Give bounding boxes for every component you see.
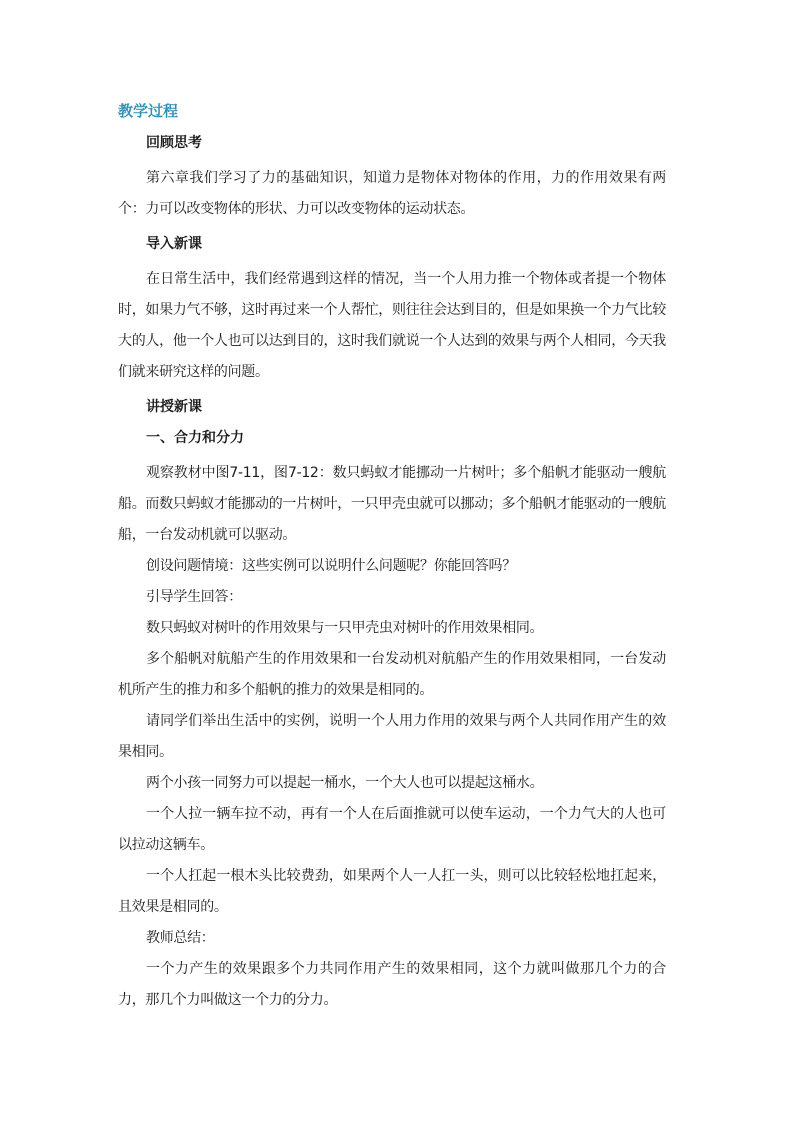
teach-heading: 讲授新课 [146,399,202,415]
intro-heading: 导入新课 [146,236,202,252]
review-paragraph: 第六章我们学习了力的基础知识，知道力是物体对物体的作用，力的作用效果有两个：力可以改变物体的形状、力可以改变物体的运动状态。 [118,170,666,217]
section-title: 教学过程 [118,102,179,120]
body-paragraph: 两个小孩一同努力可以提起一桶水，一个大人也可以提起这桶水。 [146,775,544,791]
body-paragraph: 创设问题情境：这些实例可以说明什么问题呢？你能回答吗？ [146,558,516,574]
document-page [118,100,666,1016]
subsection-heading: 一、合力和分力 [146,430,244,446]
review-heading: 回顾思考 [146,135,202,151]
body-paragraph: 数只蚂蚁对树叶的作用效果与一只甲壳虫对树叶的作用效果相同。 [146,620,544,636]
intro-paragraph: 在日常生活中，我们经常遇到这样的情况，当一个人用力推一个物体或者提一个物体时，如果力气不够，这时再过来一个人帮忙，则往往会达到目的，但是如果换一个力气比较大的人，他一个人也可以达到目的，这时我们就说一个人达到的效果与两个人相同，今天我们就来研究这样的问题。 [118,271,666,380]
body-paragraph: 观察教材中图7-11，图7-12：数只蚂蚁才能挪动一片树叶；多个船帆才能驱动一艘航船。而数只蚂蚁才能挪动的一片树叶，一只甲壳虫就可以挪动；多个船帆才能驱动的一艘航船，一台发动机就可以驱动。 [118,465,666,543]
body-paragraph: 教师总结： [146,930,215,946]
body-paragraph: 多个船帆对航船产生的作用效果和一台发动机对航船产生的作用效果相同，一台发动机所产生的推力和多个船帆的推力的效果是相同的。 [118,651,666,698]
body-paragraph: 一个人拉一辆车拉不动，再有一个人在后面推就可以使车运动，一个力气大的人也可以拉动这辆车。 [118,806,666,853]
body-paragraph: 一个力产生的效果跟多个力共同作用产生的效果相同，这个力就叫做那几个力的合力，那几个力叫做这一个力的分力。 [118,961,666,1008]
body-paragraph: 请同学们举出生活中的实例，说明一个人用力作用的效果与两个人共同作用产生的效果相同。 [118,713,666,760]
body-paragraph: 引导学生回答： [146,589,242,605]
body-paragraph: 一个人扛起一根木头比较费劲，如果两个人一人扛一头，则可以比较轻松地扛起来，且效果是相同的。 [118,868,666,915]
